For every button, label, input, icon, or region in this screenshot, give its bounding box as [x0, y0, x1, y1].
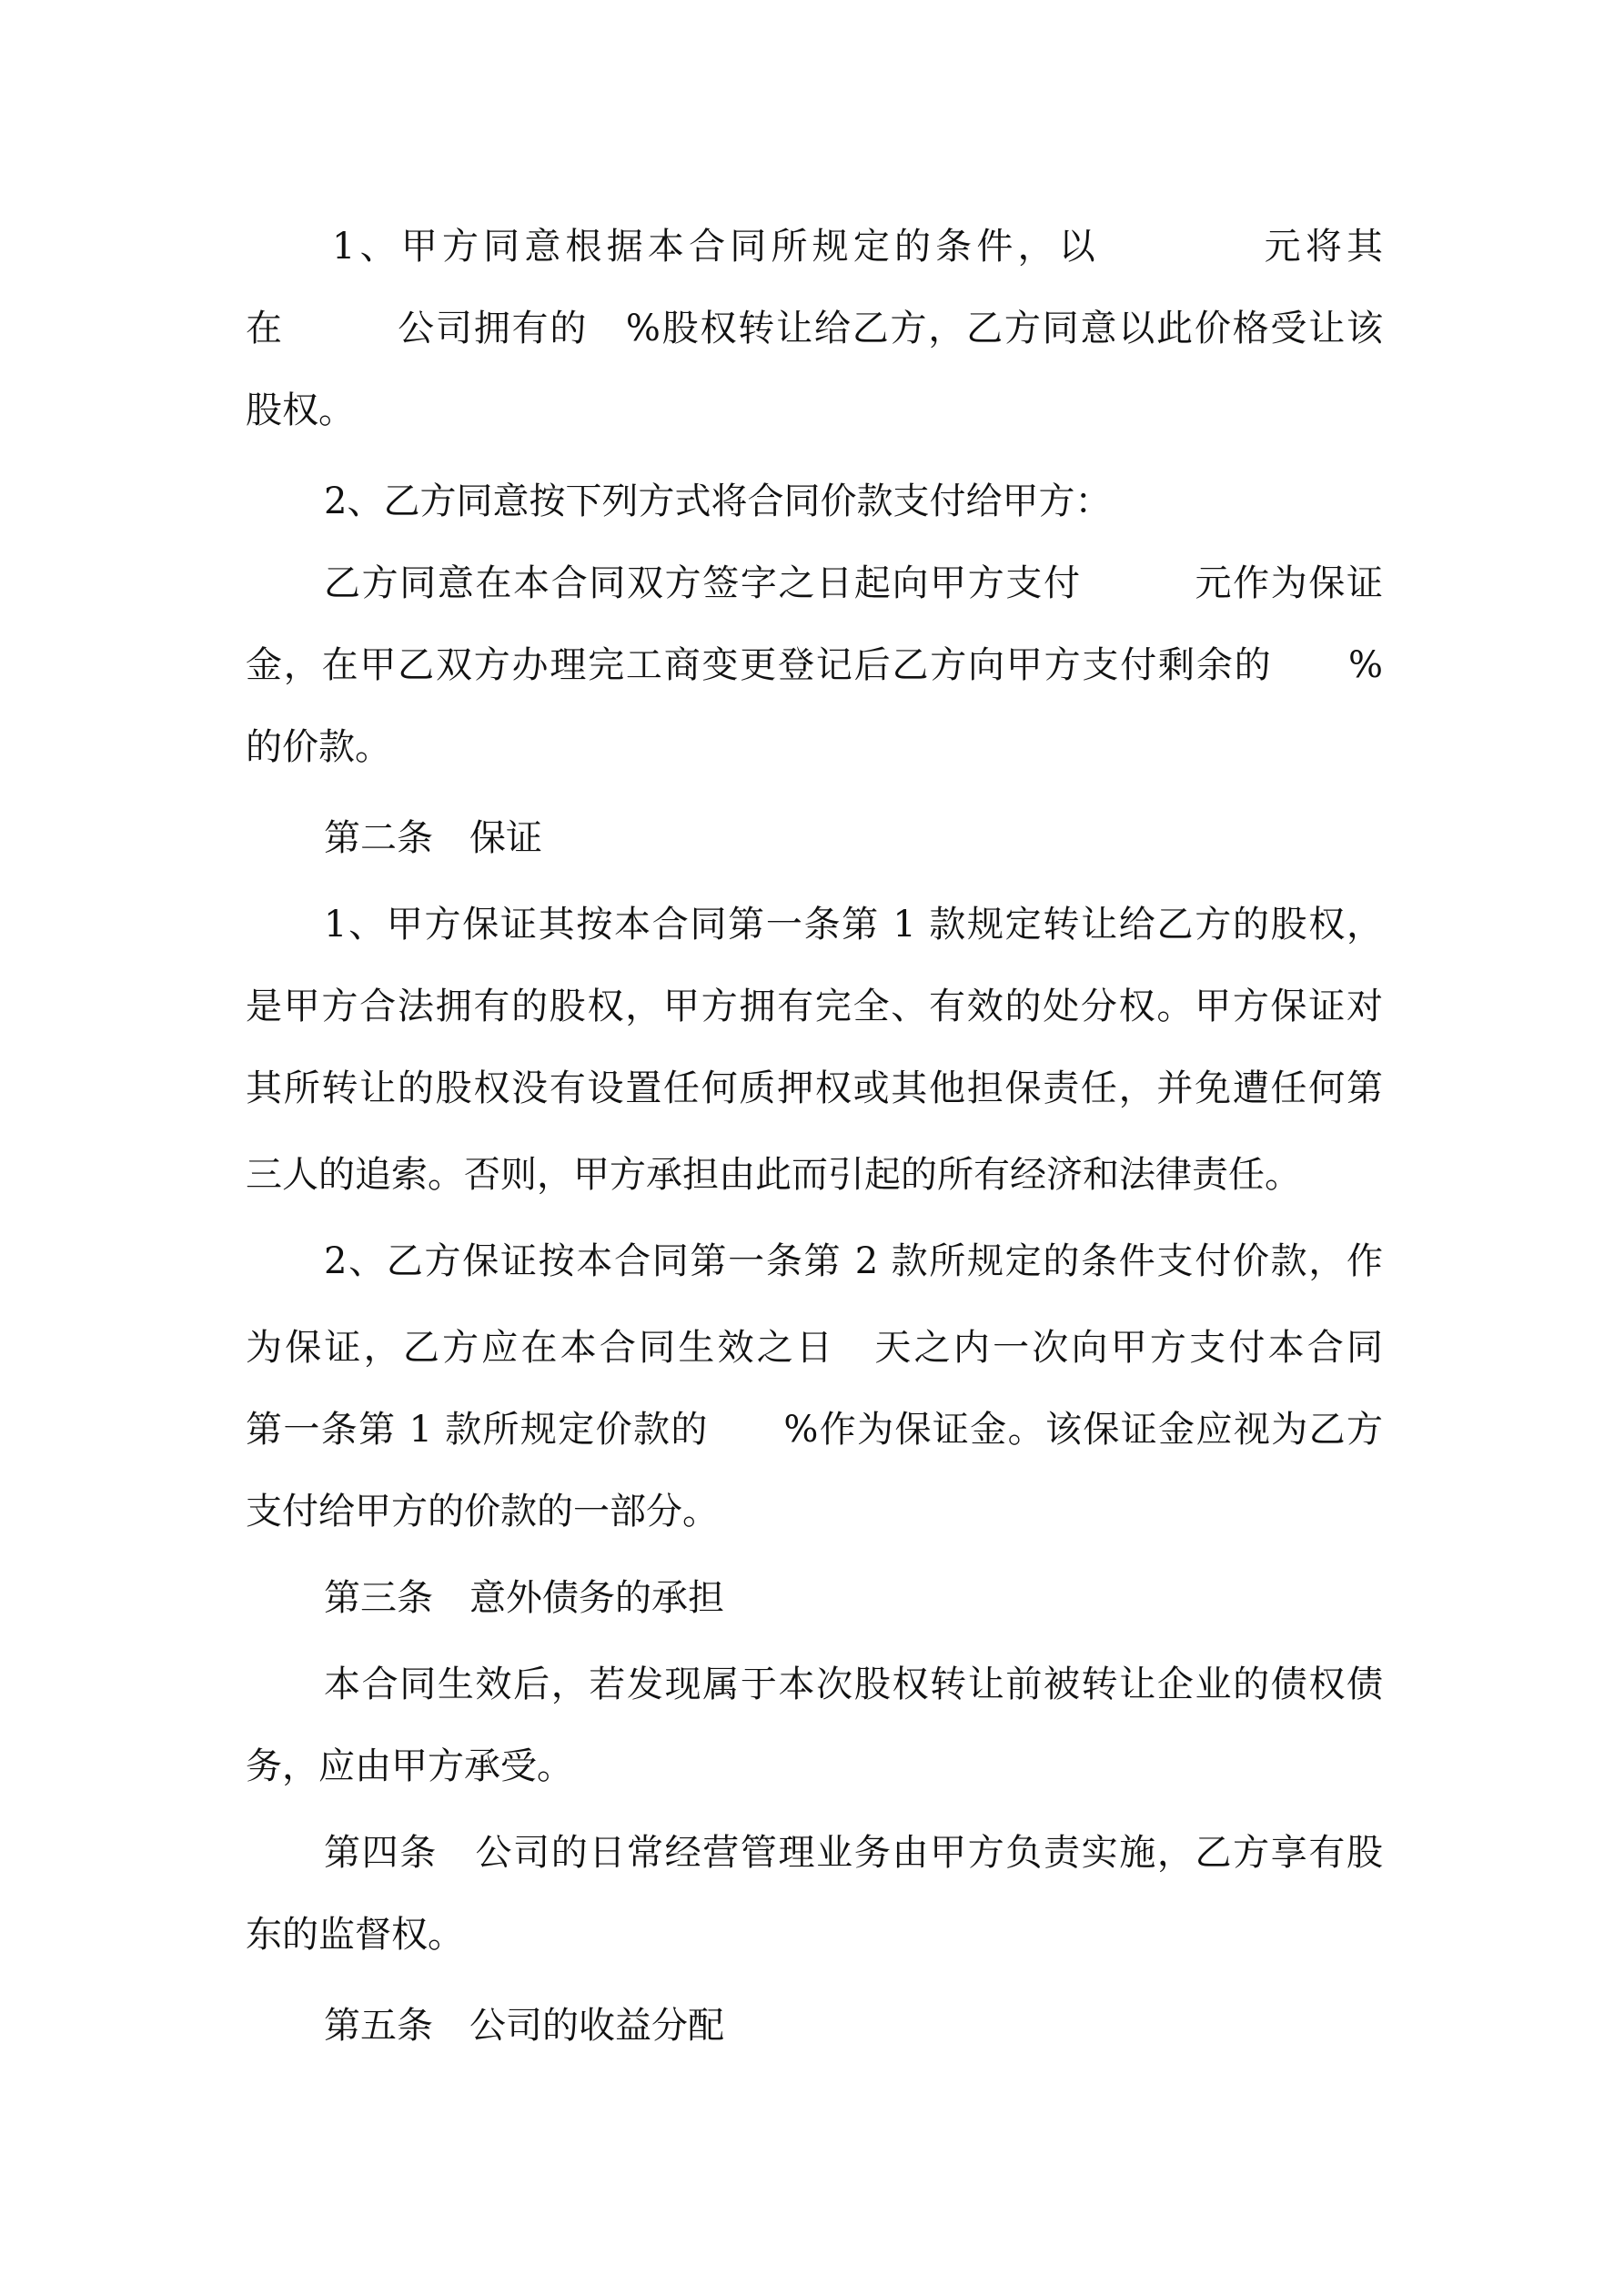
section-heading-2: 第二条 保证: [324, 817, 542, 859]
section-heading-3: 第三条 意外债务的承担: [324, 1577, 724, 1619]
para-4-line-4: 三人的追索。否则，甲方承担由此而引起的所有经济和法律责任。: [246, 1154, 1301, 1196]
para-3-line-2: 金，在甲乙双方办理完工商变更登记后乙方向甲方支付剩余的 %: [246, 644, 1383, 686]
para-5-line-4: 支付给甲方的价款的一部分。: [246, 1491, 719, 1532]
section-heading-4-line-2: 东的监督权。: [246, 1914, 464, 1956]
para-1-line-1: 1、甲方同意根据本合同所规定的条件，以 元将其: [332, 226, 1383, 268]
para-6-line-2: 务，应由甲方承受。: [246, 1745, 573, 1787]
para-4-line-1: 1、甲方保证其按本合同第一条第 1 款规定转让给乙方的股权，: [324, 904, 1383, 946]
para-4-line-2: 是甲方合法拥有的股权，甲方拥有完全、有效的处分权。甲方保证对: [246, 986, 1383, 1027]
para-3-line-1: 乙方同意在本合同双方签字之日起向甲方支付 元作为保证: [324, 562, 1383, 604]
para-2-line-1: 2、乙方同意按下列方式将合同价款支付给甲方：: [324, 480, 1112, 522]
para-5-line-2: 为保证，乙方应在本合同生效之日 天之内一次向甲方支付本合同: [246, 1327, 1383, 1369]
para-3-line-3: 的价款。: [246, 726, 391, 768]
para-1-line-2: 在 公司拥有的 %股权转让给乙方，乙方同意以此价格受让该: [246, 308, 1383, 349]
para-5-line-3: 第一条第 1 款所规定价款的 %作为保证金。该保证金应视为乙方: [246, 1409, 1383, 1451]
section-heading-4-line-1: 第四条 公司的日常经营管理业务由甲方负责实施，乙方享有股: [324, 1832, 1383, 1874]
para-5-line-1: 2、乙方保证按本合同第一条第 2 款所规定的条件支付价款，作: [324, 1240, 1383, 1282]
para-4-line-3: 其所转让的股权没有设置任何质押权或其他担保责任，并免遭任何第: [246, 1067, 1383, 1109]
para-6-line-1: 本合同生效后，若发现属于本次股权转让前被转让企业的债权债: [324, 1664, 1383, 1705]
section-heading-5: 第五条 公司的收益分配: [324, 2005, 724, 2047]
para-1-line-3: 股权。: [246, 389, 355, 431]
